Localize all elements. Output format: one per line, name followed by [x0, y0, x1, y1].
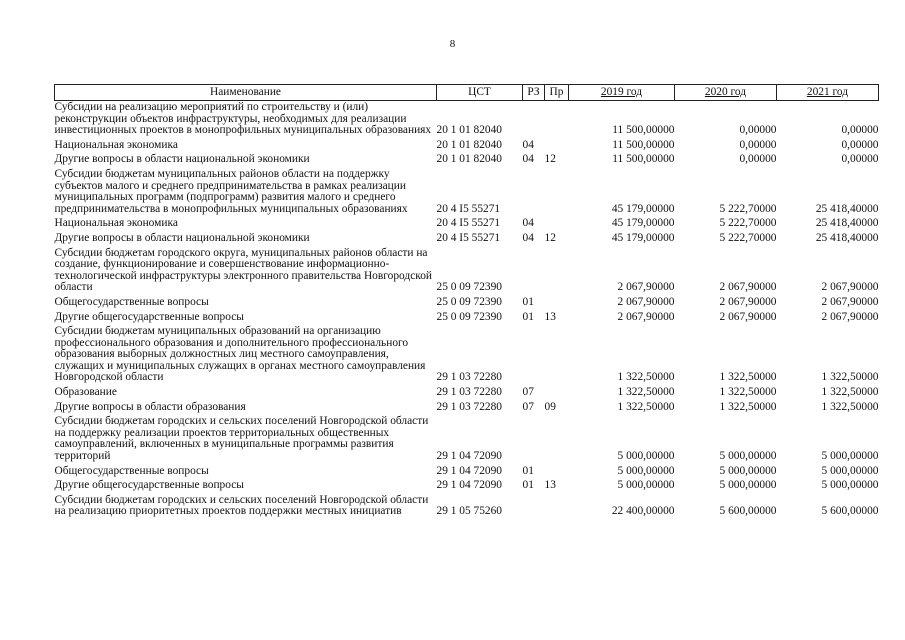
row-amount-2019: 11 500,00000 [612, 153, 675, 166]
row-amount-2020: 1 322,50000 [719, 400, 777, 413]
row-amount-2021: 5 000,00000 [821, 464, 879, 477]
table-row [55, 415, 879, 464]
row-amount-2020: 2 067,90000 [719, 310, 777, 323]
row-pr [545, 217, 569, 232]
row-rz: 01 [522, 479, 534, 492]
row-name: Субсидии бюджетам муниципальных образований на организацию профессионального образования и дополнительного профессионального образования выборных должностных лиц местного самоуправления, служащих и муниципальных служащих в органах местного самоуправления Новгородской области [54, 325, 426, 384]
row-name: Другие общегосударственные вопросы [54, 479, 244, 492]
row-amount-2019: 1 322,50000 [617, 386, 675, 399]
row-amount-2019: 45 179,00000 [611, 231, 675, 244]
row-pr: 13 [544, 310, 556, 323]
row-cst: 29 1 03 72280 [436, 400, 502, 413]
row-name: Другие вопросы в области образования [54, 400, 246, 413]
row-cst: 29 1 05 75260 [436, 505, 502, 518]
table-header-row [55, 85, 879, 101]
row-name: Субсидии бюджетам городских и сельских поселений Новгородской области на поддержку реализации проектов территориальных общественных самоуправлений, включенных в муниципальные программы развития территорий [54, 415, 429, 463]
table-row [55, 296, 879, 311]
row-amount-2021: 25 418,40000 [815, 202, 879, 215]
row-amount-2020: 1 322,50000 [719, 371, 777, 384]
row-cst: 25 0 09 72390 [436, 281, 502, 294]
table-body [55, 101, 879, 521]
row-cst: 20 1 01 82040 [436, 124, 502, 137]
row-cst: 25 0 09 72390 [436, 295, 502, 308]
table-row [55, 386, 879, 401]
row-cst: 20 4 I5 55271 [436, 231, 501, 244]
row-amount-2021: 25 418,40000 [815, 217, 879, 230]
row-pr [545, 494, 569, 520]
row-name: Субсидии на реализацию мероприятий по строительству и (или) реконструкции объектов инфраструктуры, необходимых для реализации инвестиционных проектов в монопрофильных муниципальных образованиях [54, 101, 432, 137]
row-name: Субсидии бюджетам муниципальных районов области на поддержку субъектов малого и среднего предпринимательства в рамках реализации муниципальных программ (подпрограмм) развития малого и среднего предпринимательства в монопрофильных муниципальных образованиях [54, 167, 408, 215]
row-amount-2019: 5 000,00000 [617, 479, 675, 492]
row-rz: 07 [522, 386, 534, 399]
row-amount-2021: 0,00000 [841, 138, 879, 151]
row-amount-2021: 5 000,00000 [821, 450, 879, 463]
row-amount-2020: 0,00000 [739, 124, 777, 137]
header-2019: 2019 год [569, 85, 675, 101]
row-amount-2021: 1 322,50000 [821, 386, 879, 399]
row-rz: 04 [522, 138, 534, 151]
budget-table [54, 84, 879, 520]
row-amount-2020: 5 000,00000 [719, 464, 777, 477]
row-cst: 20 4 I5 55271 [436, 202, 501, 215]
row-amount-2019: 22 400,00000 [611, 505, 675, 518]
row-amount-2020: 5 222,70000 [719, 231, 777, 244]
table-row [55, 217, 879, 232]
table-row [55, 139, 879, 154]
row-rz: 04 [522, 153, 534, 166]
row-amount-2019: 45 179,00000 [611, 217, 675, 230]
table-row [55, 325, 879, 386]
row-rz [523, 494, 545, 520]
row-amount-2019: 2 067,90000 [617, 310, 675, 323]
row-pr: 12 [544, 231, 556, 244]
table-row [55, 494, 879, 520]
row-amount-2020: 2 067,90000 [719, 295, 777, 308]
row-amount-2020: 5 600,00000 [719, 505, 777, 518]
row-amount-2020: 5 000,00000 [719, 479, 777, 492]
row-name: Субсидии бюджетам городского округа, муниципальных районов области на создание, функционирование и совершенствование информационно-технологической инфраструктуры электронного правительства Новгородской области [54, 246, 432, 294]
table-row [55, 153, 879, 168]
row-pr: 13 [544, 479, 556, 492]
row-name: Субсидии бюджетам городских и сельских поселений Новгородской области на реализацию приоритетных проектов поддержки местных инициатив [54, 493, 429, 518]
row-pr [545, 386, 569, 401]
row-amount-2020: 5 222,70000 [719, 202, 777, 215]
row-amount-2020: 5 222,70000 [719, 217, 777, 230]
row-cst: 25 0 09 72390 [436, 310, 502, 323]
row-cst: 29 1 03 72280 [436, 386, 502, 399]
row-pr [545, 465, 569, 480]
table-row [55, 247, 879, 296]
row-amount-2019: 2 067,90000 [617, 295, 675, 308]
row-amount-2021: 25 418,40000 [815, 231, 879, 244]
table-row [55, 401, 879, 416]
row-amount-2019: 2 067,90000 [617, 281, 675, 294]
row-rz: 04 [522, 231, 534, 244]
row-cst: 29 1 04 72090 [436, 464, 502, 477]
row-pr [545, 101, 569, 139]
row-name: Общегосударственные вопросы [54, 464, 209, 477]
row-rz: 04 [522, 217, 534, 230]
row-cst: 29 1 04 72090 [436, 450, 502, 463]
row-name: Общегосударственные вопросы [54, 295, 209, 308]
row-name: Другие вопросы в области национальной экономики [54, 231, 310, 244]
table-row [55, 479, 879, 494]
row-cst: 20 1 01 82040 [436, 138, 502, 151]
row-amount-2021: 1 322,50000 [821, 371, 879, 384]
page-number: 8 [449, 38, 456, 50]
row-amount-2019: 5 000,00000 [617, 464, 675, 477]
row-amount-2021: 2 067,90000 [821, 281, 879, 294]
row-pr [545, 325, 569, 386]
row-name: Образование [54, 386, 117, 399]
header-pr: Пр [545, 85, 569, 101]
header-rz: РЗ [523, 85, 545, 101]
row-amount-2019: 11 500,00000 [612, 138, 675, 151]
row-amount-2019: 1 322,50000 [617, 400, 675, 413]
table-row [55, 101, 879, 139]
row-name: Другие вопросы в области национальной экономики [54, 153, 310, 166]
row-pr: 09 [544, 400, 556, 413]
row-rz [523, 101, 545, 139]
row-cst: 20 4 I5 55271 [436, 217, 501, 230]
row-name: Национальная экономика [54, 138, 178, 151]
row-pr [545, 247, 569, 296]
row-name: Другие общегосударственные вопросы [54, 310, 244, 323]
row-rz: 01 [522, 295, 534, 308]
row-pr [545, 139, 569, 154]
row-amount-2019: 45 179,00000 [611, 202, 675, 215]
row-amount-2021: 0,00000 [841, 124, 879, 137]
table-row [55, 311, 879, 326]
row-amount-2020: 0,00000 [739, 138, 777, 151]
row-amount-2020: 0,00000 [739, 153, 777, 166]
row-pr: 12 [544, 153, 556, 166]
row-name: Национальная экономика [54, 217, 178, 230]
row-amount-2019: 1 322,50000 [617, 371, 675, 384]
row-pr [545, 168, 569, 217]
row-cst: 29 1 03 72280 [436, 371, 502, 384]
row-rz [523, 415, 545, 464]
row-cst: 29 1 04 72090 [436, 479, 502, 492]
row-amount-2020: 1 322,50000 [719, 386, 777, 399]
row-pr [545, 296, 569, 311]
row-amount-2021: 5 600,00000 [821, 505, 879, 518]
row-amount-2021: 5 000,00000 [821, 479, 879, 492]
table-row [55, 465, 879, 480]
row-amount-2021: 2 067,90000 [821, 295, 879, 308]
row-amount-2021: 2 067,90000 [821, 310, 879, 323]
row-amount-2021: 1 322,50000 [821, 400, 879, 413]
header-2020: 2020 год [675, 85, 777, 101]
row-rz [523, 168, 545, 217]
row-amount-2021: 0,00000 [841, 153, 879, 166]
header-name: Наименование [55, 85, 437, 101]
row-rz [523, 325, 545, 386]
header-cst: ЦСТ [437, 85, 523, 101]
row-rz: 07 [522, 400, 534, 413]
row-rz [523, 247, 545, 296]
row-cst: 20 1 01 82040 [436, 153, 502, 166]
row-amount-2019: 5 000,00000 [617, 450, 675, 463]
header-2021: 2021 год [777, 85, 879, 101]
row-amount-2020: 2 067,90000 [719, 281, 777, 294]
row-pr [545, 415, 569, 464]
table-row [55, 168, 879, 217]
table-row [55, 232, 879, 247]
row-rz: 01 [522, 464, 534, 477]
row-amount-2019: 11 500,00000 [612, 124, 675, 137]
row-rz: 01 [522, 310, 534, 323]
row-amount-2020: 5 000,00000 [719, 450, 777, 463]
